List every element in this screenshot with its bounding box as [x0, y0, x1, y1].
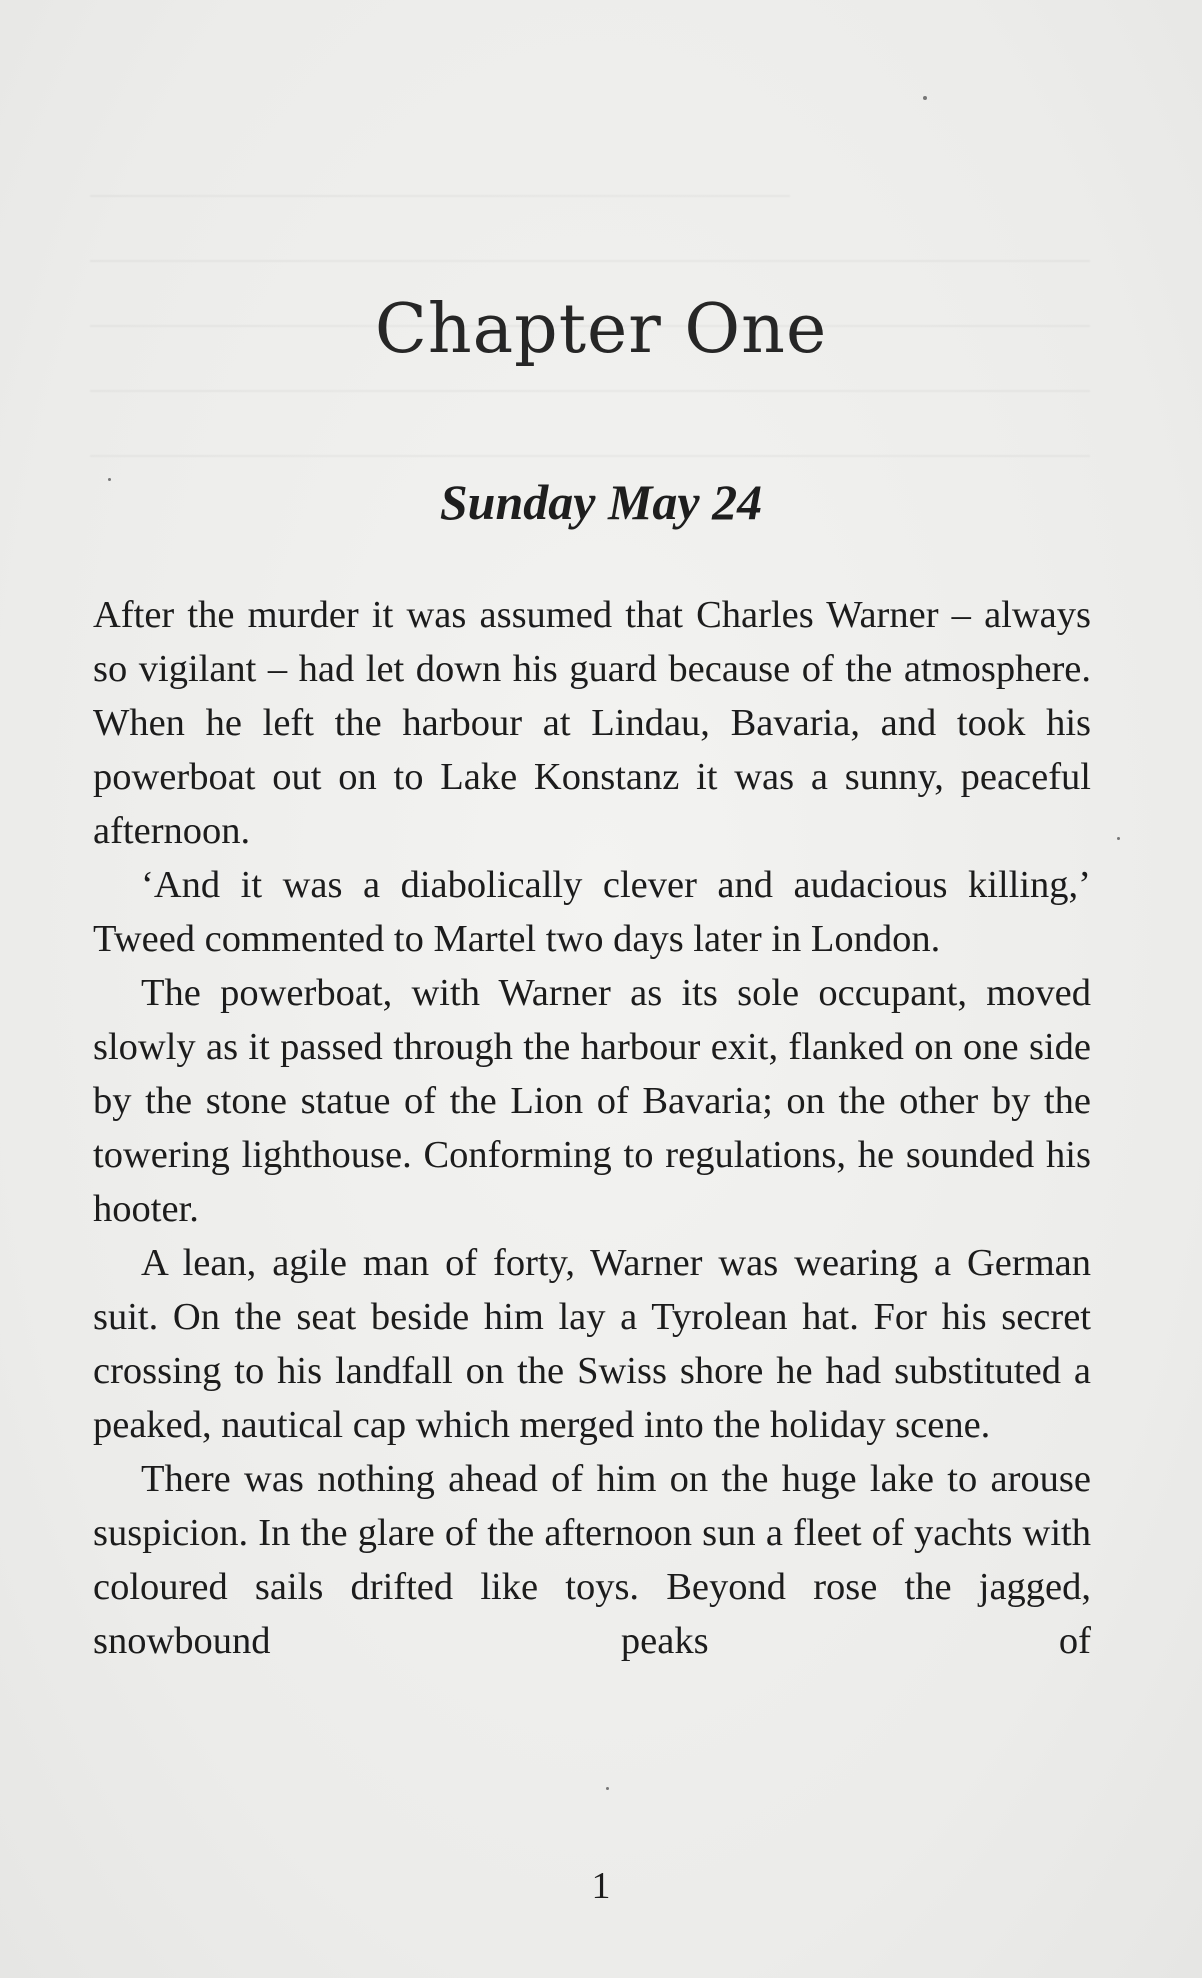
paragraph: There was nothing ahead of him on the huge lake to arouse suspicion. In the glare of the afternoon sun a fleet of yachts with coloured sails drifted like toys. Beyond rose the jagged, snowbound peaks of	[93, 1458, 1091, 1662]
paragraph: The powerboat, with Warner as its sole occupant, moved slowly as it passed through the harbour exit, flanked on one side by the stone statue of the Lion of Bavaria; on the other by the towering lighthouse. Conforming to regulations, he sounded his hooter.	[93, 972, 1091, 1230]
paragraph: ‘And it was a diabolically clever and audacious killing,’ Tweed commented to Martel two days later in London.	[93, 864, 1091, 960]
paragraph: After the murder it was assumed that Charles Warner – always so vigilant – had let down his guard because of the atmosphere. When he left the harbour at Lindau, Bavaria, and took his powerboat out on to Lake Konstanz it was a sunny, peaceful afternoon.	[93, 594, 1091, 852]
paper-speck	[1117, 837, 1120, 840]
page-number: 1	[591, 1865, 611, 1907]
body-text	[93, 588, 1091, 1668]
paragraph: A lean, agile man of forty, Warner was wearing a German suit. On the seat beside him lay a Tyrolean hat. For his secret crossing to his landfall on the Swiss shore he had substituted a peaked, nautical cap which merged into the holiday scene.	[93, 1242, 1091, 1446]
paper-speck	[606, 1787, 609, 1790]
chapter-title: Chapter One	[374, 290, 828, 369]
paper-speck	[923, 96, 927, 100]
date-heading: Sunday May 24	[439, 474, 763, 530]
